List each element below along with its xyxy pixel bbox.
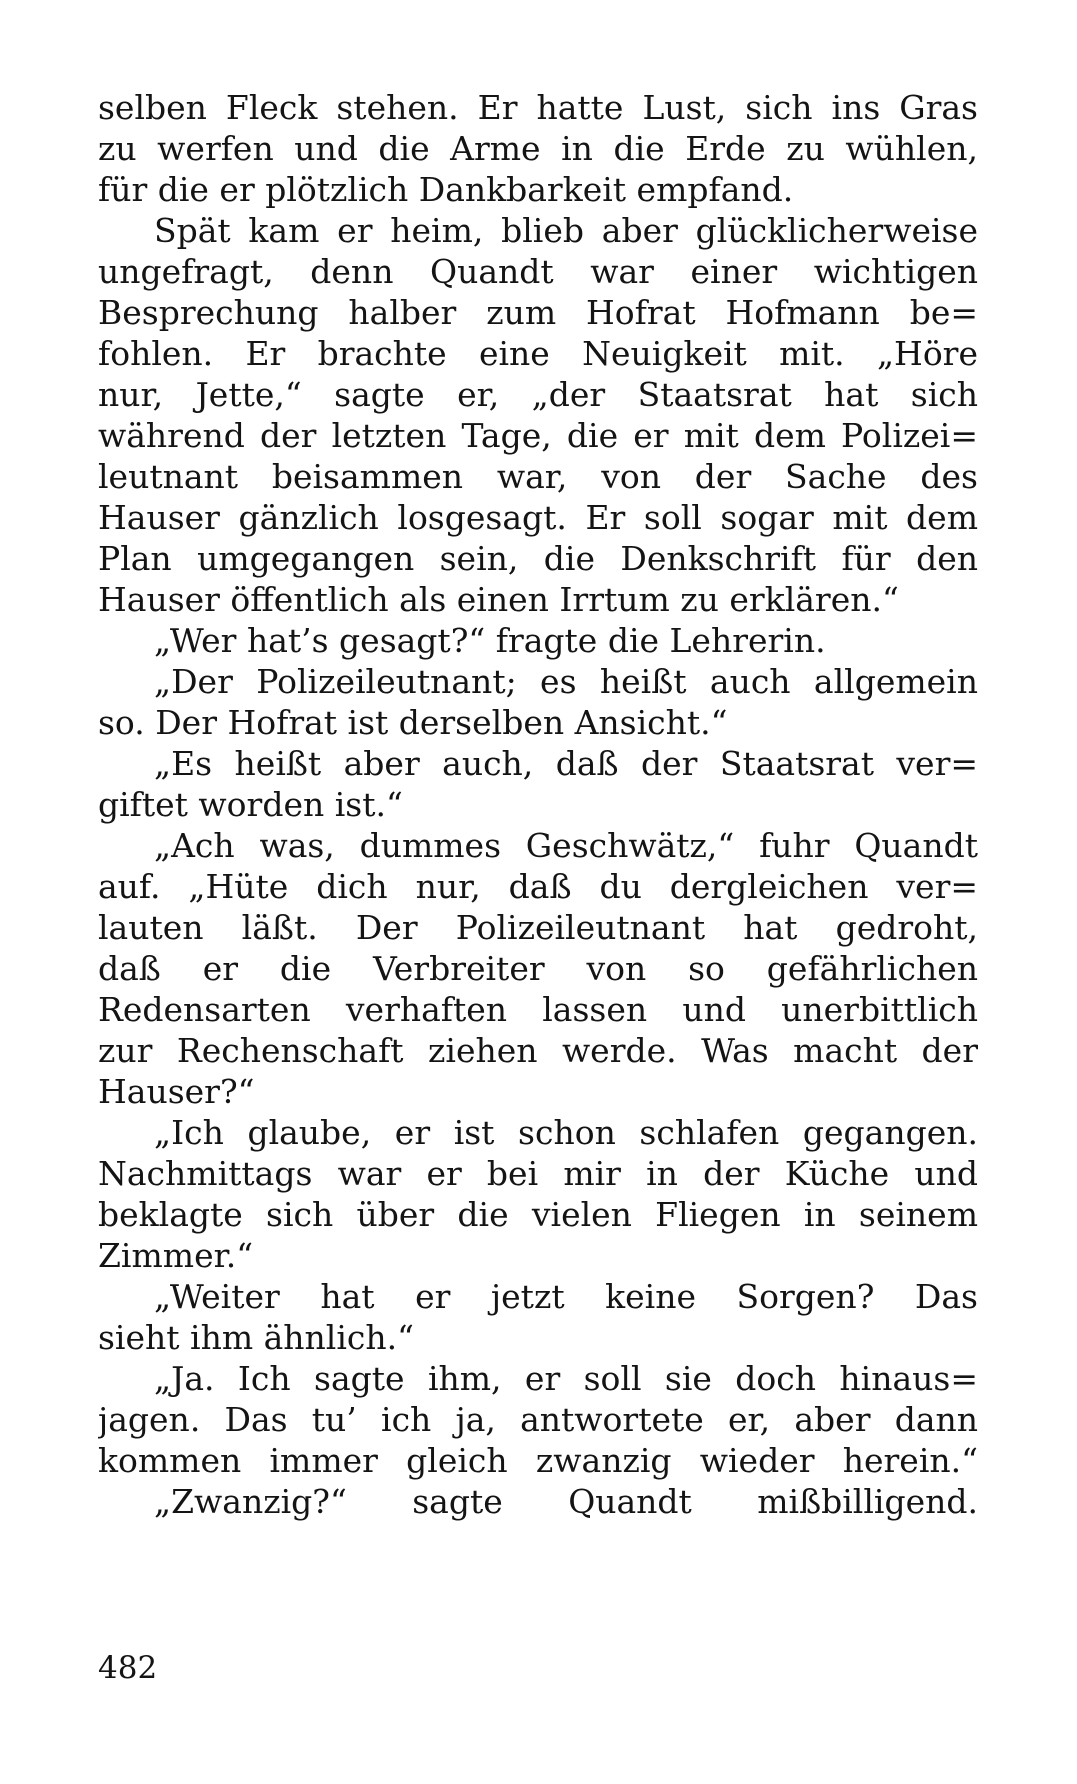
text-line: Spät kam er heim, blieb aber glücklicherweise — [154, 211, 978, 250]
text-line: Hauser gänzlich losgesagt. Er soll sogar mit dem — [98, 498, 978, 537]
text-line: nur, Jette,“ sagte er, „der Staatsrat hat sich — [98, 375, 978, 414]
text-line: während der letzten Tage, die er mit dem Polizei= — [98, 416, 978, 455]
text-line: Nachmittags war er bei mir in der Küche und — [98, 1154, 978, 1193]
text-line: auf. „Hüte dich nur, daß du dergleichen ver= — [98, 867, 978, 906]
text-line: zur Rechenschaft ziehen werde. Was macht der — [98, 1031, 978, 1070]
text-line: kommen immer gleich zwanzig wieder herein.“ — [98, 1441, 978, 1480]
text-line: „Ja. Ich sagte ihm, er soll sie doch hinaus= — [154, 1359, 978, 1398]
text-line: „Ach was, dummes Geschwätz,“ fuhr Quandt — [154, 826, 978, 865]
text-line: fohlen. Er brachte eine Neuigkeit mit. „Höre — [98, 334, 978, 373]
text-line: Hauser?“ — [98, 1072, 255, 1111]
text-line: Zimmer.“ — [98, 1236, 254, 1275]
text-line: „Wer hat’s gesagt?“ fragte die Lehrerin. — [154, 621, 826, 660]
text-line: daß er die Verbreiter von so gefährlichen — [98, 949, 978, 988]
text-line: selben Fleck stehen. Er hatte Lust, sich ins Gras — [98, 88, 978, 127]
text-line: Besprechung halber zum Hofrat Hofmann be= — [98, 293, 978, 332]
text-line: „Zwanzig?“ sagte Quandt mißbilligend. — [154, 1482, 978, 1521]
text-line: „Ich glaube, er ist schon schlafen gegangen. — [154, 1113, 978, 1152]
text-line: Redensarten verhaften lassen und unerbittlich — [98, 990, 978, 1029]
text-line: sieht ihm ähnlich.“ — [98, 1318, 414, 1357]
text-line: giftet worden ist.“ — [98, 785, 403, 824]
text-line: so. Der Hofrat ist derselben Ansicht.“ — [98, 703, 728, 742]
text-line: beklagte sich über die vielen Fliegen in seinem — [98, 1195, 978, 1234]
text-line: zu werfen und die Arme in die Erde zu wühlen, — [98, 129, 978, 168]
text-line: Plan umgegangen sein, die Denkschrift für den — [98, 539, 978, 578]
text-line: Hauser öffentlich als einen Irrtum zu erklären.“ — [98, 580, 899, 619]
text-line: „Weiter hat er jetzt keine Sorgen? Das — [154, 1277, 978, 1316]
text-line: lauten läßt. Der Polizeileutnant hat gedroht, — [98, 908, 978, 947]
text-line: leutnant beisammen war, von der Sache des — [98, 457, 978, 496]
text-line: „Es heißt aber auch, daß der Staatsrat ver= — [154, 744, 978, 783]
text-line: „Der Polizeileutnant; es heißt auch allgemein — [154, 662, 978, 701]
text-line: ungefragt, denn Quandt war einer wichtigen — [98, 252, 978, 291]
text-line: jagen. Das tu’ ich ja, antwortete er, aber dann — [98, 1400, 978, 1439]
text-line: für die er plötzlich Dankbarkeit empfand. — [98, 170, 794, 209]
page-number: 482 — [98, 1650, 158, 1686]
